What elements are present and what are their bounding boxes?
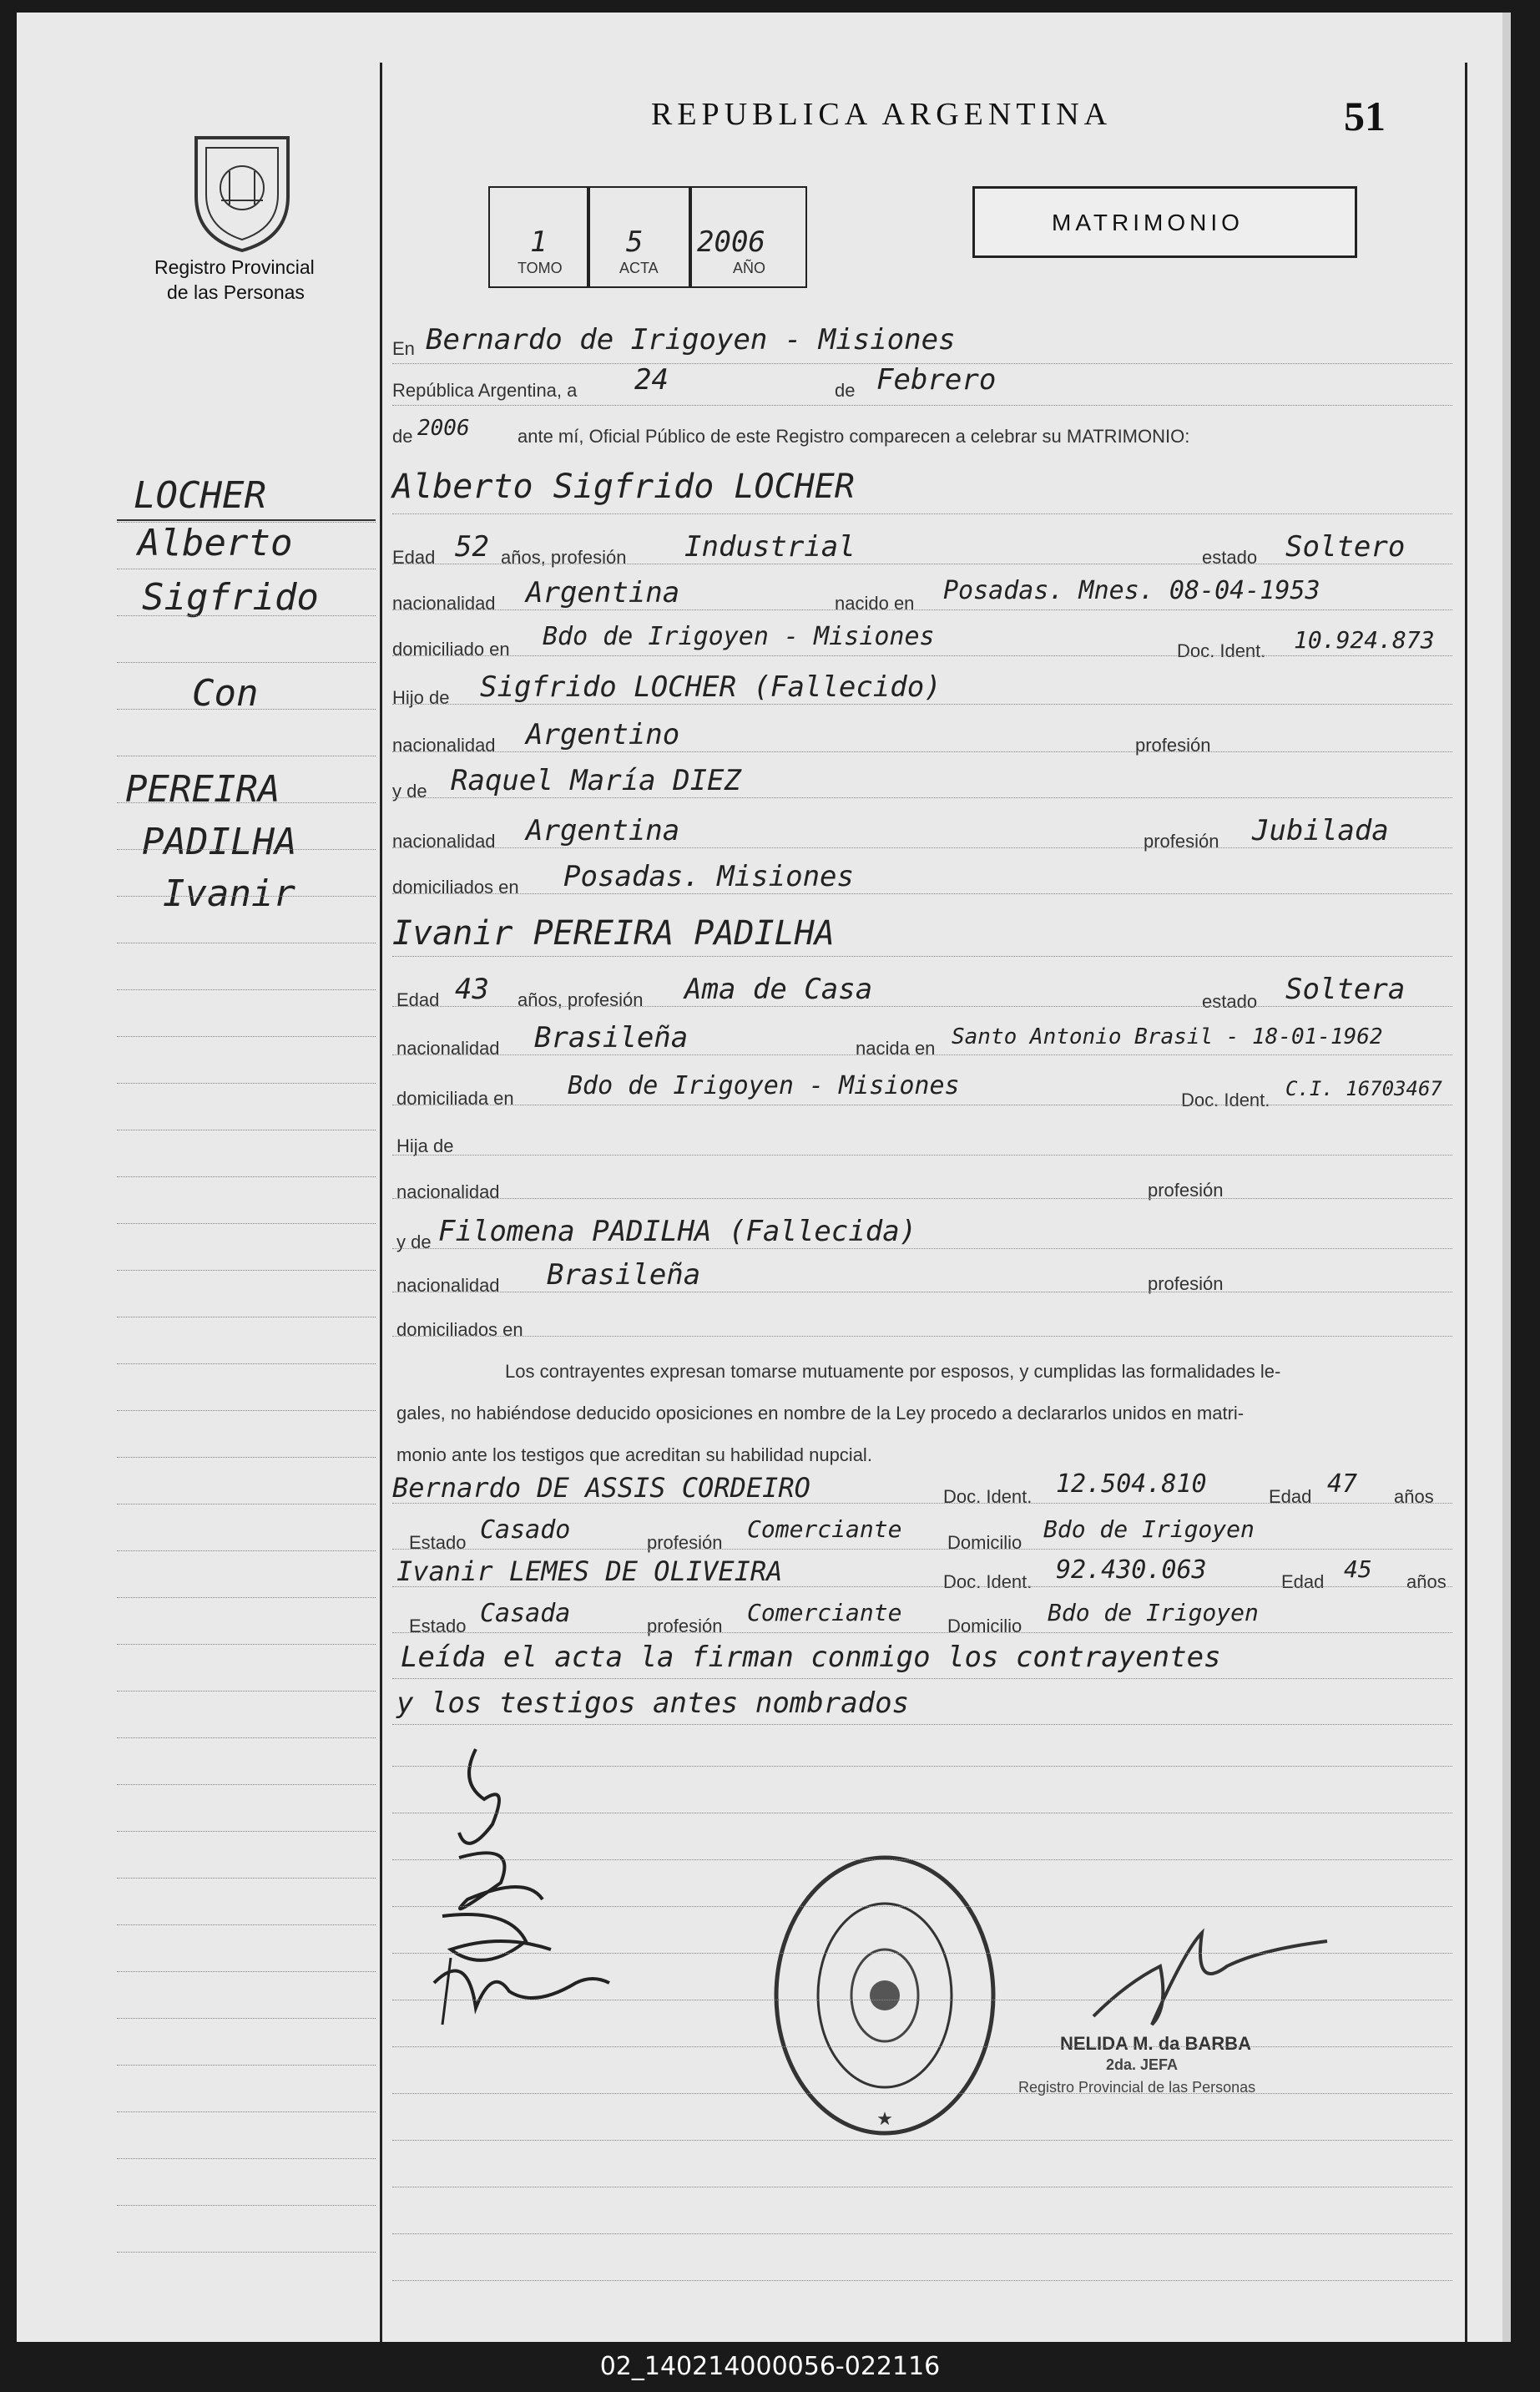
margin-rule [117, 1457, 376, 1458]
intro-text: ante mí, Oficial Público de este Registro comparecen a celebrar su MATRIMONIO: [518, 426, 1190, 447]
left-column-line [380, 63, 382, 2342]
margin-rule [117, 2065, 376, 2066]
witness1-doc-label: Doc. Ident. [943, 1486, 1033, 1507]
margin-rule [117, 1971, 376, 1972]
registry-name-line-2: de las Personas [167, 281, 305, 303]
bride-nacida-label: nacida en [856, 1038, 936, 1059]
bride-age: 43 [455, 973, 489, 1006]
groom-mother: Raquel María DIEZ [451, 764, 741, 797]
tomo-label: TOMO [518, 260, 563, 276]
bride-parents-dom-label: domiciliados en [396, 1319, 523, 1340]
bride-father-prof-label: profesión [1148, 1180, 1224, 1201]
groom-father-prof-label: profesión [1135, 735, 1211, 756]
margin-rule [117, 662, 376, 663]
margin-rule [117, 1176, 376, 1177]
margin-underline [117, 519, 376, 521]
groom-mother-profession: Jubilada [1252, 814, 1389, 847]
bride-mother-nat-label: nacionalidad [396, 1275, 500, 1296]
republica-label: República Argentina, a [392, 380, 578, 401]
right-column-line [1465, 63, 1467, 2342]
registry-stamp-icon [768, 1849, 1002, 2142]
declaration-line-2: gales, no habiéndose deducido oposiciones en nombre de la Ley procedo a declararlos unidos en matri- [396, 1403, 1245, 1424]
groom-father-nationality: Argentino [526, 718, 680, 751]
margin-rule [117, 1924, 376, 1925]
witness2-doc: 92.430.063 [1056, 1555, 1207, 1585]
witness2-doc-label: Doc. Ident. [943, 1571, 1033, 1592]
form-rule [392, 1198, 1452, 1199]
groom-mother-label: y de [392, 781, 427, 802]
official-office: Registro Provincial de las Personas [1018, 2079, 1256, 2096]
form-rule [392, 1678, 1452, 1679]
witness2-domicile: Bdo de Irigoyen [1048, 1599, 1259, 1626]
witness1-doc: 12.504.810 [1056, 1469, 1207, 1499]
form-rule [392, 751, 1452, 752]
witness1-anos-label: años [1394, 1486, 1434, 1507]
tomo-value: 1 [530, 225, 548, 259]
witness1-dom-label: Domicilio [947, 1532, 1022, 1553]
margin-surname: LOCHER [134, 474, 266, 517]
bride-doc: C.I. 16703467 [1285, 1077, 1442, 1100]
closing-line-1: Leída el acta la firman conmigo los contrayentes [401, 1641, 1221, 1674]
groom-doc: 10.924.873 [1294, 626, 1435, 654]
form-rule [392, 1054, 1452, 1055]
margin-rule [117, 2158, 376, 2159]
margin-rule [117, 2205, 376, 2206]
blank-rule [392, 2280, 1452, 2281]
margin-rule [117, 615, 376, 616]
bride-nat-label: nacionalidad [396, 1038, 500, 1059]
bride-doc-label: Doc. Ident. [1181, 1090, 1270, 1110]
witness1-domicile: Bdo de Irigoyen [1043, 1515, 1255, 1543]
form-rule [392, 1155, 1452, 1156]
witness2-age: 45 [1344, 1555, 1372, 1583]
ano-value: 2006 [697, 225, 765, 259]
margin-rule [117, 1550, 376, 1551]
svg-text:★: ★ [876, 2109, 893, 2130]
margin-rule [117, 2252, 376, 2253]
form-rule [392, 1006, 1452, 1007]
signatures-icon [409, 1732, 643, 2041]
margin-con: Con [192, 672, 259, 715]
bride-profession: Ama de Casa [684, 973, 873, 1006]
form-rule [392, 405, 1452, 406]
groom-mother-prof-label: profesión [1144, 831, 1219, 852]
blank-rule [392, 2233, 1452, 2234]
margin-rule [117, 1597, 376, 1598]
margin-rule [117, 989, 376, 990]
margin-rule [117, 1036, 376, 1037]
form-rule [392, 704, 1452, 705]
witness1-status: Casado [480, 1515, 571, 1545]
registry-name-line-1: Registro Provincial [154, 256, 315, 278]
place-value: Bernardo de Irigoyen - Misiones [426, 323, 956, 357]
groom-birth: Posadas. Mnes. 08-04-1953 [943, 576, 1320, 605]
form-rule [392, 847, 1452, 848]
blank-rule [392, 1766, 1452, 1767]
witness1-prof-label: profesión [647, 1532, 723, 1553]
form-rule [392, 513, 1452, 514]
witness2-anos-label: años [1406, 1571, 1447, 1592]
groom-domicile: Bdo de Irigoyen - Misiones [543, 622, 935, 651]
margin-rule [117, 1270, 376, 1271]
margin-rule [117, 1784, 376, 1785]
bride-anos-label: años, profesión [518, 989, 644, 1010]
declaration-line-3: monio ante los testigos que acreditan su habilidad nupcial. [396, 1444, 872, 1465]
witness2-edad-label: Edad [1281, 1571, 1325, 1592]
witness1-name: Bernardo DE ASSIS CORDEIRO [392, 1472, 810, 1504]
bride-hija-label: Hija de [396, 1135, 454, 1156]
margin-bride-first-name: Ivanir [163, 872, 295, 915]
form-rule [392, 956, 1452, 957]
form-rule [392, 609, 1452, 610]
bride-domicile: Bdo de Irigoyen - Misiones [568, 1071, 960, 1100]
witness2-prof-label: profesión [647, 1616, 723, 1636]
ano-label: AÑO [733, 260, 766, 276]
groom-nationality: Argentina [526, 576, 680, 609]
bride-nationality: Brasileña [534, 1021, 689, 1054]
margin-rule [117, 1878, 376, 1879]
margin-rule [117, 1737, 376, 1738]
margin-rule [117, 849, 376, 850]
groom-status: Soltero [1285, 530, 1406, 564]
groom-mother-nat-label: nacionalidad [392, 831, 496, 852]
witness2-name: Ivanir LEMES DE OLIVEIRA [396, 1555, 783, 1587]
form-rule [392, 1336, 1452, 1337]
form-rule [392, 1549, 1452, 1550]
witness2-profession: Comerciante [747, 1599, 902, 1626]
margin-rule [117, 2018, 376, 2019]
margin-rule [117, 1410, 376, 1411]
form-rule [392, 797, 1452, 798]
bride-edad-label: Edad [396, 989, 440, 1010]
witness1-edad-label: Edad [1269, 1486, 1312, 1507]
margin-rule [117, 522, 376, 523]
margin-bride-surname-1: PEREIRA [125, 768, 280, 811]
groom-dom-label: domiciliado en [392, 639, 510, 660]
form-rule [392, 1724, 1452, 1725]
margin-rule [117, 1223, 376, 1224]
form-rule [392, 655, 1452, 656]
groom-father: Sigfrido LOCHER (Fallecido) [480, 670, 942, 704]
bride-status: Soltera [1285, 973, 1406, 1006]
bride-dom-label: domiciliada en [396, 1088, 514, 1109]
en-label: En [392, 338, 415, 359]
bride-mother-prof-label: profesión [1148, 1273, 1224, 1294]
provincial-seal-icon [188, 121, 296, 255]
groom-nacido-label: nacido en [835, 593, 915, 614]
day-value: 24 [634, 363, 669, 397]
page-number: 51 [1344, 93, 1386, 139]
groom-parents-dom-label: domiciliados en [392, 877, 519, 898]
margin-first-name: Alberto [138, 522, 293, 564]
document-page [17, 13, 1511, 2342]
declaration-line-1: Los contrayentes expresan tomarse mutuamente por esposos, y cumplidas las formalidades le- [505, 1361, 1281, 1382]
margin-rule [117, 1083, 376, 1084]
bride-mother-label: y de [396, 1231, 432, 1252]
witness2-dom-label: Domicilio [947, 1616, 1022, 1636]
month-value: Febrero [876, 363, 997, 397]
witness1-estado-label: Estado [409, 1532, 467, 1553]
witness2-status: Casada [480, 1599, 571, 1628]
margin-rule [117, 1363, 376, 1364]
margin-rule [117, 1644, 376, 1645]
margin-bride-surname-2: PADILHA [142, 821, 297, 863]
blank-rule [392, 1906, 1452, 1907]
closing-line-2: y los testigos antes nombrados [396, 1687, 910, 1720]
witness1-age: 47 [1327, 1469, 1358, 1499]
act-type-label: MATRIMONIO [1052, 210, 1244, 235]
groom-age: 52 [455, 530, 489, 564]
groom-profession: Industrial [684, 530, 856, 564]
bride-father-nat-label: nacionalidad [396, 1181, 500, 1202]
form-rule [392, 893, 1452, 894]
groom-edad-label: Edad [392, 547, 436, 568]
form-rule [392, 363, 1452, 364]
groom-father-nat-label: nacionalidad [392, 735, 496, 756]
bride-estado-label: estado [1202, 991, 1258, 1012]
margin-rule [117, 1831, 376, 1832]
year-value: 2006 [417, 416, 470, 441]
groom-mother-nationality: Argentina [526, 814, 680, 847]
groom-anos-label: años, profesión [501, 547, 627, 568]
margin-second-name: Sigfrido [142, 576, 319, 619]
country-title: REPUBLICA ARGENTINA [651, 97, 1113, 132]
bride-mother-nationality: Brasileña [547, 1258, 701, 1292]
witness2-estado-label: Estado [409, 1616, 467, 1636]
form-rule [392, 1248, 1452, 1249]
year-prefix-label: de [392, 426, 413, 447]
de-label: de [835, 380, 856, 401]
groom-parents-domicile: Posadas. Misiones [563, 860, 854, 893]
blank-rule [392, 1859, 1452, 1860]
groom-name: Alberto Sigfrido LOCHER [392, 468, 855, 506]
acta-label: ACTA [619, 260, 659, 276]
margin-rule [117, 802, 376, 803]
blank-rule [392, 2140, 1452, 2141]
official-title: 2da. JEFA [1106, 2056, 1179, 2073]
bride-mother: Filomena PADILHA (Fallecida) [438, 1215, 917, 1248]
blank-rule [392, 2046, 1452, 2047]
margin-rule [117, 709, 376, 710]
groom-nat-label: nacionalidad [392, 593, 496, 614]
official-signature-icon [1077, 1916, 1344, 2050]
margin-rule [117, 2111, 376, 2112]
form-rule [392, 1586, 1452, 1587]
groom-hijo-label: Hijo de [392, 687, 450, 708]
official-name: NELIDA M. da BARBA [1060, 2033, 1251, 2054]
image-id-footer: 02_140214000056-022116 [0, 2342, 1540, 2392]
witness1-profession: Comerciante [747, 1515, 902, 1543]
blank-rule [392, 1953, 1452, 1954]
bride-name: Ivanir PEREIRA PADILHA [392, 914, 835, 953]
groom-doc-label: Doc. Ident. [1177, 640, 1266, 661]
margin-rule [117, 1691, 376, 1692]
bride-birth: Santo Antonio Brasil - 18-01-1962 [952, 1024, 1383, 1049]
acta-value: 5 [626, 225, 644, 259]
margin-rule [117, 896, 376, 897]
form-rule [392, 1632, 1452, 1633]
groom-estado-label: estado [1202, 547, 1258, 568]
blank-rule [392, 2093, 1452, 2094]
form-rule [392, 1503, 1452, 1504]
